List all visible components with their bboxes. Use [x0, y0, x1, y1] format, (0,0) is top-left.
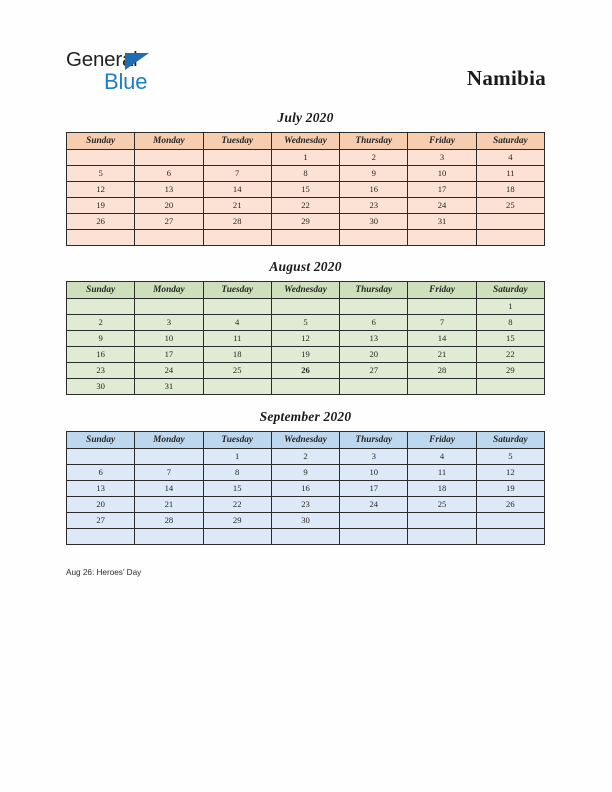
calendar-day-cell[interactable]: 31	[135, 379, 203, 395]
weekday-header-friday: Friday	[408, 133, 476, 150]
calendar-day-cell[interactable]: 2	[340, 150, 408, 166]
calendar-week-row	[67, 198, 545, 214]
calendar-day-cell[interactable]: 6	[340, 315, 408, 331]
calendar-day-cell[interactable]: 27	[340, 363, 408, 379]
calendar-day-cell[interactable]: 7	[203, 166, 271, 182]
calendar-day-cell-empty	[340, 299, 408, 315]
calendar-day-cell[interactable]: 4	[203, 315, 271, 331]
holiday-note: Aug 26: Heroes’ Day	[66, 568, 142, 577]
calendar-day-cell-empty	[203, 379, 271, 395]
calendar-day-cell-empty	[340, 513, 408, 529]
calendar-day-cell[interactable]: 28	[203, 214, 271, 230]
weekday-header-row	[67, 133, 545, 150]
calendar-day-cell[interactable]: 21	[408, 347, 476, 363]
calendar-day-cell[interactable]: 16	[67, 347, 135, 363]
calendar-week-row	[67, 513, 545, 529]
calendar-day-cell[interactable]: 3	[340, 449, 408, 465]
calendar-day-cell[interactable]: 19	[271, 347, 339, 363]
calendar-day-cell[interactable]: 17	[408, 182, 476, 198]
calendar-day-cell[interactable]: 29	[271, 214, 339, 230]
calendar-day-cell[interactable]: 24	[135, 363, 203, 379]
calendar-day-cell-empty	[271, 379, 339, 395]
weekday-header-saturday: Saturday	[476, 282, 544, 299]
calendar-day-cell[interactable]: 22	[203, 497, 271, 513]
calendar-day-cell-empty	[67, 150, 135, 166]
calendar-day-cell[interactable]: 16	[340, 182, 408, 198]
calendar-day-cell[interactable]: 8	[271, 166, 339, 182]
calendar-day-cell[interactable]: 17	[340, 481, 408, 497]
calendar-day-cell[interactable]: 4	[476, 150, 544, 166]
calendar-day-cell[interactable]: 10	[408, 166, 476, 182]
calendar-day-cell[interactable]: 30	[67, 379, 135, 395]
calendar-day-cell[interactable]: 10	[135, 331, 203, 347]
calendar-day-cell[interactable]: 27	[135, 214, 203, 230]
calendar-day-cell[interactable]: 22	[476, 347, 544, 363]
weekday-header-tuesday: Tuesday	[203, 282, 271, 299]
calendar-day-cell[interactable]: 24	[340, 497, 408, 513]
weekday-header-tuesday: Tuesday	[203, 432, 271, 449]
calendar-day-cell-empty	[135, 529, 203, 545]
calendar-week-row	[67, 230, 545, 246]
calendar-week-row	[67, 347, 545, 363]
calendar-day-cell[interactable]: 15	[271, 182, 339, 198]
calendar-day-cell[interactable]: 6	[67, 465, 135, 481]
calendar-day-cell[interactable]: 26	[476, 497, 544, 513]
calendar-day-cell[interactable]: 20	[340, 347, 408, 363]
calendar-week-row	[67, 214, 545, 230]
calendar-day-cell[interactable]: 12	[271, 331, 339, 347]
month-block-july	[66, 110, 545, 246]
calendar-day-cell[interactable]: 14	[408, 331, 476, 347]
calendar-day-cell[interactable]: 29	[476, 363, 544, 379]
calendar-day-cell-empty	[135, 150, 203, 166]
weekday-header-thursday: Thursday	[340, 432, 408, 449]
calendar-day-cell-empty	[135, 449, 203, 465]
weekday-header-thursday: Thursday	[340, 133, 408, 150]
calendar-day-cell[interactable]: 16	[271, 481, 339, 497]
weekday-header-saturday: Saturday	[476, 432, 544, 449]
calendar-day-cell[interactable]: 1	[271, 150, 339, 166]
calendar-head	[67, 282, 545, 299]
calendar-day-cell[interactable]: 27	[67, 513, 135, 529]
calendar-day-cell[interactable]: 21	[203, 198, 271, 214]
calendar-day-cell-empty	[408, 513, 476, 529]
calendar-day-cell[interactable]: 19	[67, 198, 135, 214]
calendar-day-cell-empty	[476, 379, 544, 395]
calendar-day-cell[interactable]: 9	[340, 166, 408, 182]
calendar-day-cell[interactable]: 1	[476, 299, 544, 315]
calendar-day-cell[interactable]: 23	[340, 198, 408, 214]
calendar-day-cell-empty	[476, 529, 544, 545]
calendar-body	[67, 150, 545, 246]
calendar-day-cell-empty	[203, 230, 271, 246]
calendar-day-cell-empty	[476, 230, 544, 246]
calendar-day-cell[interactable]: 8	[203, 465, 271, 481]
calendar-day-cell[interactable]: 13	[340, 331, 408, 347]
calendar-day-cell[interactable]: 5	[476, 449, 544, 465]
calendar-day-cell[interactable]: 29	[203, 513, 271, 529]
calendar-day-cell-empty	[135, 299, 203, 315]
calendar-day-cell[interactable]: 23	[67, 363, 135, 379]
calendar-week-row	[67, 166, 545, 182]
calendar-day-cell[interactable]: 28	[135, 513, 203, 529]
calendar-day-cell[interactable]: 8	[476, 315, 544, 331]
calendar-week-row	[67, 315, 545, 331]
calendar-day-cell[interactable]: 28	[408, 363, 476, 379]
calendar-day-cell[interactable]: 18	[408, 481, 476, 497]
calendar-day-cell[interactable]: 23	[271, 497, 339, 513]
calendar-day-cell-empty	[67, 449, 135, 465]
calendar-day-cell-empty	[476, 214, 544, 230]
calendar-day-cell[interactable]: 3	[408, 150, 476, 166]
month-block-september	[66, 409, 545, 545]
weekday-header-wednesday: Wednesday	[271, 282, 339, 299]
calendar-day-cell-empty	[67, 230, 135, 246]
month-title: September 2020	[259, 409, 352, 424]
calendar-day-cell[interactable]: 11	[476, 166, 544, 182]
calendar-day-cell[interactable]: 10	[340, 465, 408, 481]
weekday-header-row	[67, 432, 545, 449]
weekday-header-friday: Friday	[408, 282, 476, 299]
month-title: July 2020	[277, 110, 334, 125]
month-title: August 2020	[269, 259, 342, 274]
calendar-day-cell[interactable]: 21	[135, 497, 203, 513]
weekday-header-sunday: Sunday	[67, 282, 135, 299]
calendar-day-cell[interactable]: 7	[408, 315, 476, 331]
calendar-day-cell-empty	[203, 299, 271, 315]
calendar-day-cell-empty	[67, 299, 135, 315]
calendar-week-row	[67, 331, 545, 347]
calendar-day-cell-empty	[476, 513, 544, 529]
calendar-day-cell[interactable]: 25	[476, 198, 544, 214]
calendar-day-cell-empty	[408, 230, 476, 246]
calendar-day-cell[interactable]: 11	[408, 465, 476, 481]
calendar-day-cell-empty	[135, 230, 203, 246]
calendar-day-cell[interactable]: 5	[271, 315, 339, 331]
calendar-day-cell[interactable]: 4	[408, 449, 476, 465]
calendar-table-september	[66, 431, 545, 545]
calendar-day-cell[interactable]: 7	[135, 465, 203, 481]
calendar-day-cell-empty	[340, 230, 408, 246]
calendar-day-cell[interactable]: 2	[271, 449, 339, 465]
calendar-day-cell[interactable]: 20	[135, 198, 203, 214]
logo-triangle-icon	[125, 53, 149, 70]
weekday-header-row	[67, 282, 545, 299]
calendar-day-cell-empty	[408, 379, 476, 395]
weekday-header-saturday: Saturday	[476, 133, 544, 150]
calendar-day-cell-empty	[67, 529, 135, 545]
calendar-day-cell-empty	[340, 529, 408, 545]
calendar-day-cell[interactable]: 22	[271, 198, 339, 214]
calendar-day-cell[interactable]: 6	[135, 166, 203, 182]
weekday-header-sunday: Sunday	[67, 432, 135, 449]
weekday-header-friday: Friday	[408, 432, 476, 449]
calendar-day-cell[interactable]: 14	[203, 182, 271, 198]
weekday-header-monday: Monday	[135, 282, 203, 299]
calendar-day-cell[interactable]: 19	[476, 481, 544, 497]
calendar-week-row	[67, 529, 545, 545]
calendar-day-cell-empty	[271, 299, 339, 315]
calendar-day-cell-empty	[203, 150, 271, 166]
calendar-head	[67, 432, 545, 449]
calendar-week-row	[67, 379, 545, 395]
calendar-day-cell[interactable]: 3	[135, 315, 203, 331]
calendar-day-cell[interactable]: 18	[203, 347, 271, 363]
holiday-notes	[66, 566, 545, 579]
calendar-day-cell-empty	[271, 230, 339, 246]
calendar-day-cell[interactable]: 15	[476, 331, 544, 347]
calendar-day-cell[interactable]: 9	[67, 331, 135, 347]
calendar-day-cell-holiday[interactable]: 26	[271, 363, 339, 379]
calendar-day-cell[interactable]: 14	[135, 481, 203, 497]
weekday-header-wednesday: Wednesday	[271, 133, 339, 150]
month-block-august	[66, 259, 545, 395]
calendar-day-cell[interactable]: 25	[203, 363, 271, 379]
page-title: Namibia	[466, 66, 546, 90]
calendar-day-cell[interactable]: 30	[271, 513, 339, 529]
calendar-day-cell[interactable]: 13	[67, 481, 135, 497]
calendar-day-cell[interactable]: 18	[476, 182, 544, 198]
calendar-day-cell[interactable]: 31	[408, 214, 476, 230]
calendar-week-row	[67, 299, 545, 315]
calendar-week-row	[67, 182, 545, 198]
calendar-day-cell[interactable]: 25	[408, 497, 476, 513]
general-blue-logo	[66, 50, 186, 98]
calendar-day-cell-empty	[271, 529, 339, 545]
calendar-day-cell[interactable]: 15	[203, 481, 271, 497]
calendar-day-cell-empty	[203, 529, 271, 545]
calendar-day-cell-empty	[408, 529, 476, 545]
calendar-week-row	[67, 497, 545, 513]
calendar-day-cell[interactable]: 2	[67, 315, 135, 331]
calendar-day-cell[interactable]: 30	[340, 214, 408, 230]
calendar-day-cell[interactable]: 26	[67, 214, 135, 230]
calendar-table-august	[66, 281, 545, 395]
calendar-head	[67, 133, 545, 150]
weekday-header-sunday: Sunday	[67, 133, 135, 150]
calendar-day-cell[interactable]: 17	[135, 347, 203, 363]
calendar-day-cell[interactable]: 20	[67, 497, 135, 513]
calendar-day-cell-empty	[340, 379, 408, 395]
calendar-day-cell[interactable]: 11	[203, 331, 271, 347]
calendar-week-row	[67, 465, 545, 481]
calendar-week-row	[67, 363, 545, 379]
calendar-body	[67, 299, 545, 395]
logo-text-general: General	[66, 48, 138, 71]
weekday-header-tuesday: Tuesday	[203, 133, 271, 150]
page-header	[0, 0, 612, 105]
calendar-week-row	[67, 150, 545, 166]
calendar-body	[67, 449, 545, 545]
weekday-header-monday: Monday	[135, 432, 203, 449]
logo-text-blue: Blue	[104, 69, 148, 94]
calendar-week-row	[67, 481, 545, 497]
calendar-day-cell[interactable]: 24	[408, 198, 476, 214]
calendar-day-cell[interactable]: 1	[203, 449, 271, 465]
weekday-header-monday: Monday	[135, 133, 203, 150]
weekday-header-wednesday: Wednesday	[271, 432, 339, 449]
calendar-day-cell[interactable]: 9	[271, 465, 339, 481]
calendar-day-cell[interactable]: 12	[476, 465, 544, 481]
calendar-day-cell[interactable]: 13	[135, 182, 203, 198]
calendar-day-cell-empty	[408, 299, 476, 315]
calendar-day-cell[interactable]: 5	[67, 166, 135, 182]
calendar-day-cell[interactable]: 12	[67, 182, 135, 198]
calendar-week-row	[67, 449, 545, 465]
weekday-header-thursday: Thursday	[340, 282, 408, 299]
calendar-table-july	[66, 132, 545, 246]
